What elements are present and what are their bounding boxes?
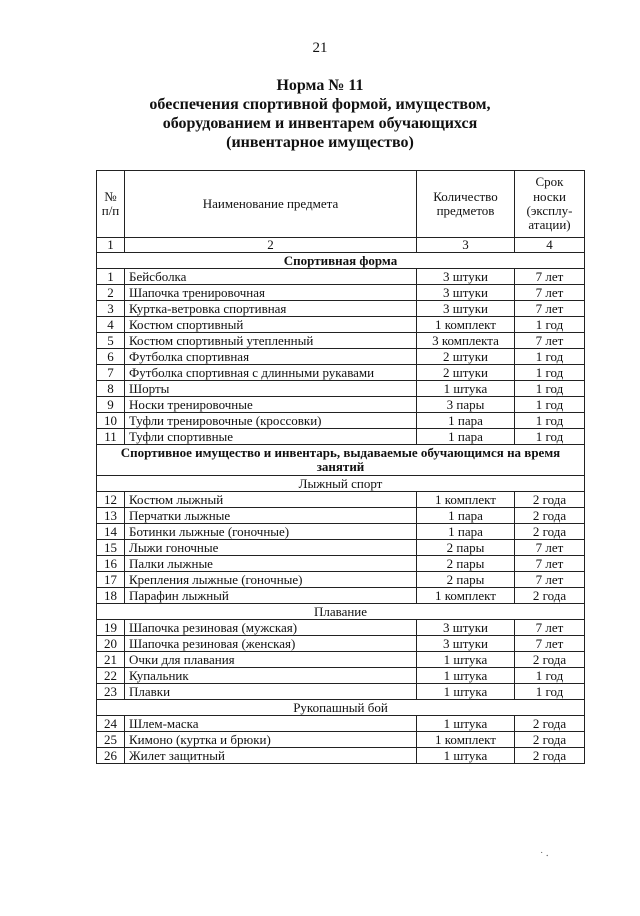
item-number: 6 (97, 349, 125, 365)
item-term: 7 лет (515, 301, 585, 317)
item-number: 1 (97, 269, 125, 285)
item-term: 2 года (515, 748, 585, 764)
subsection-row (97, 604, 585, 620)
item-name: Футболка спортивная (125, 349, 417, 365)
table-row (97, 524, 585, 540)
item-name: Крепления лыжные (гоночные) (125, 572, 417, 588)
item-term: 1 год (515, 397, 585, 413)
item-number: 12 (97, 492, 125, 508)
item-term: 2 года (515, 652, 585, 668)
item-name: Жилет защитный (125, 748, 417, 764)
item-quantity: 1 комплект (417, 317, 515, 333)
index-cell: 3 (417, 238, 515, 253)
table-row (97, 301, 585, 317)
header-term: Срок носки (эксплу-атации) (515, 171, 585, 238)
item-number: 4 (97, 317, 125, 333)
table-row (97, 397, 585, 413)
item-number: 13 (97, 508, 125, 524)
item-name: Парафин лыжный (125, 588, 417, 604)
table-row (97, 732, 585, 748)
item-name: Костюм спортивный (125, 317, 417, 333)
item-term: 7 лет (515, 636, 585, 652)
item-number: 26 (97, 748, 125, 764)
item-quantity: 1 штука (417, 684, 515, 700)
table-row (97, 556, 585, 572)
item-name: Шапочка резиновая (женская) (125, 636, 417, 652)
item-name: Плавки (125, 684, 417, 700)
column-index-row (97, 238, 585, 253)
item-name: Туфли спортивные (125, 429, 417, 445)
subsection-ski-heading: Лыжный спорт (97, 476, 585, 492)
item-term: 7 лет (515, 556, 585, 572)
item-term: 7 лет (515, 540, 585, 556)
item-name: Туфли тренировочные (кроссовки) (125, 413, 417, 429)
table-row (97, 492, 585, 508)
item-name: Лыжи гоночные (125, 540, 417, 556)
table-row (97, 748, 585, 764)
table-row (97, 620, 585, 636)
item-term: 7 лет (515, 333, 585, 349)
item-name: Палки лыжные (125, 556, 417, 572)
title-line-3: оборудованием и инвентарем обучающихся (162, 115, 478, 132)
item-number: 9 (97, 397, 125, 413)
item-quantity: 3 комплекта (417, 333, 515, 349)
item-name: Перчатки лыжные (125, 508, 417, 524)
item-number: 7 (97, 365, 125, 381)
item-name: Кимоно (куртка и брюки) (125, 732, 417, 748)
item-term: 1 год (515, 349, 585, 365)
item-quantity: 3 пары (417, 397, 515, 413)
item-term: 1 год (515, 684, 585, 700)
item-name: Куртка-ветровка спортивная (125, 301, 417, 317)
item-term: 1 год (515, 365, 585, 381)
item-quantity: 1 штука (417, 748, 515, 764)
item-number: 2 (97, 285, 125, 301)
item-quantity: 2 штуки (417, 349, 515, 365)
item-term: 1 год (515, 381, 585, 397)
item-quantity: 2 пары (417, 572, 515, 588)
index-cell: 2 (125, 238, 417, 253)
table-row (97, 317, 585, 333)
table-row (97, 269, 585, 285)
norm-table (96, 170, 585, 764)
table-row (97, 349, 585, 365)
item-number: 22 (97, 668, 125, 684)
item-number: 19 (97, 620, 125, 636)
table-row (97, 588, 585, 604)
table-row (97, 365, 585, 381)
table-header-row (97, 171, 585, 238)
scan-mark: ˙ ⸱ (540, 851, 549, 862)
item-name: Шлем-маска (125, 716, 417, 732)
header-quantity: Количество предметов (417, 171, 515, 238)
subsection-row (97, 476, 585, 492)
section-row (97, 445, 585, 476)
item-name: Шапочка тренировочная (125, 285, 417, 301)
item-term: 2 года (515, 508, 585, 524)
item-number: 21 (97, 652, 125, 668)
item-number: 17 (97, 572, 125, 588)
item-name: Бейсболка (125, 269, 417, 285)
table-row (97, 540, 585, 556)
item-quantity: 3 штуки (417, 636, 515, 652)
item-quantity: 3 штуки (417, 301, 515, 317)
item-quantity: 1 комплект (417, 588, 515, 604)
document-title (0, 76, 640, 152)
item-term: 7 лет (515, 269, 585, 285)
item-quantity: 1 пара (417, 413, 515, 429)
table-row (97, 381, 585, 397)
item-term: 1 год (515, 668, 585, 684)
title-line-1: Норма № 11 (276, 77, 364, 94)
item-number: 3 (97, 301, 125, 317)
item-number: 25 (97, 732, 125, 748)
item-quantity: 1 комплект (417, 732, 515, 748)
table-row (97, 429, 585, 445)
item-name: Ботинки лыжные (гоночные) (125, 524, 417, 540)
item-quantity: 2 пары (417, 540, 515, 556)
item-number: 14 (97, 524, 125, 540)
item-quantity: 1 штука (417, 381, 515, 397)
table-row (97, 668, 585, 684)
item-quantity: 1 штука (417, 716, 515, 732)
item-number: 24 (97, 716, 125, 732)
title-line-2: обеспечения спортивной формой, имуществом, (149, 96, 491, 113)
item-term: 2 года (515, 732, 585, 748)
item-name: Носки тренировочные (125, 397, 417, 413)
item-number: 8 (97, 381, 125, 397)
item-quantity: 1 пара (417, 508, 515, 524)
table-row (97, 716, 585, 732)
item-term: 2 года (515, 492, 585, 508)
table-row (97, 285, 585, 301)
item-term: 7 лет (515, 572, 585, 588)
item-term: 1 год (515, 317, 585, 333)
item-term: 7 лет (515, 620, 585, 636)
table-row (97, 413, 585, 429)
item-name: Очки для плавания (125, 652, 417, 668)
item-number: 18 (97, 588, 125, 604)
item-number: 5 (97, 333, 125, 349)
subsection-combat-heading: Рукопашный бой (97, 700, 585, 716)
item-name: Шапочка резиновая (мужская) (125, 620, 417, 636)
item-name: Костюм спортивный утепленный (125, 333, 417, 349)
table-row (97, 684, 585, 700)
item-term: 1 год (515, 413, 585, 429)
item-number: 23 (97, 684, 125, 700)
section-uniform-heading: Спортивная форма (97, 253, 585, 269)
item-number: 16 (97, 556, 125, 572)
item-quantity: 1 штука (417, 652, 515, 668)
item-term: 1 год (515, 429, 585, 445)
item-term: 2 года (515, 524, 585, 540)
index-cell: 1 (97, 238, 125, 253)
item-quantity: 2 пары (417, 556, 515, 572)
title-line-4: (инвентарное имущество) (226, 134, 414, 151)
table-row (97, 572, 585, 588)
section-row (97, 253, 585, 269)
page-number: 21 (312, 40, 328, 56)
table-row (97, 508, 585, 524)
item-quantity: 1 пара (417, 429, 515, 445)
header-name: Наименование предмета (125, 171, 417, 238)
item-quantity: 1 комплект (417, 492, 515, 508)
index-cell: 4 (515, 238, 585, 253)
item-quantity: 3 штуки (417, 269, 515, 285)
table-row (97, 636, 585, 652)
header-num: № п/п (97, 171, 125, 238)
item-name: Футболка спортивная с длинными рукавами (125, 365, 417, 381)
table-row (97, 652, 585, 668)
item-number: 15 (97, 540, 125, 556)
item-number: 10 (97, 413, 125, 429)
item-term: 2 года (515, 588, 585, 604)
item-quantity: 2 штуки (417, 365, 515, 381)
item-quantity: 3 штуки (417, 285, 515, 301)
item-name: Шорты (125, 381, 417, 397)
subsection-row (97, 700, 585, 716)
item-name: Костюм лыжный (125, 492, 417, 508)
item-term: 7 лет (515, 285, 585, 301)
item-quantity: 3 штуки (417, 620, 515, 636)
item-quantity: 1 штука (417, 668, 515, 684)
item-number: 11 (97, 429, 125, 445)
item-quantity: 1 пара (417, 524, 515, 540)
section-equipment-heading: Спортивное имущество и инвентарь, выдаваемые обучающимся на время занятий (97, 445, 585, 476)
subsection-swim-heading: Плавание (97, 604, 585, 620)
table-row (97, 333, 585, 349)
item-name: Купальник (125, 668, 417, 684)
item-term: 2 года (515, 716, 585, 732)
item-number: 20 (97, 636, 125, 652)
